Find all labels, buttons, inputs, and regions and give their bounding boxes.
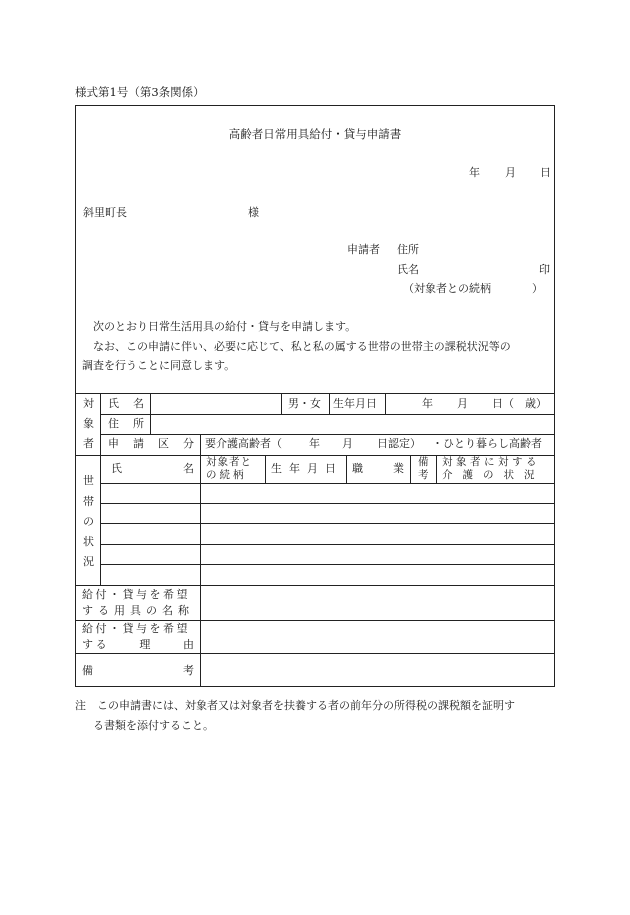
- household-side-char: の: [83, 515, 94, 528]
- date-month: 月: [505, 166, 516, 179]
- care-certified: 日認定）: [377, 437, 421, 450]
- label-char: 氏: [111, 462, 122, 475]
- reason-label-line-2: [82, 639, 194, 650]
- declaration-line-3: 調査を行うことに同意します。: [82, 359, 236, 372]
- label-char: 理: [139, 638, 151, 651]
- addressee-name: 斜里町長: [83, 206, 127, 219]
- label-char: 区: [158, 437, 169, 450]
- date-year: 年: [469, 166, 480, 179]
- living-alone-option: ・ひとり暮らし高齢者: [432, 437, 542, 450]
- label-char: 業: [393, 462, 404, 475]
- subject-side-char: 者: [83, 437, 94, 450]
- items-label-line-2: する用具の名称: [82, 604, 194, 617]
- remarks-label: [82, 665, 194, 676]
- label-char: 考: [183, 664, 194, 677]
- label-char: 職: [352, 462, 363, 475]
- form-title: 高齢者日常用具給付・貸与申請書: [228, 127, 402, 141]
- label-char: 所: [133, 417, 144, 430]
- footnote-line-2: る書類を添付すること。: [93, 719, 214, 732]
- household-side-char: 世: [83, 474, 94, 487]
- household-side-char: 帯: [83, 495, 94, 508]
- label-char: る: [95, 638, 107, 651]
- age: 歳）: [525, 397, 547, 410]
- declaration-line-1: 次のとおり日常生活用具の給付・貸与を申請します。: [93, 320, 357, 333]
- birth-date-label: 生年月日: [333, 397, 377, 410]
- birth-month: 月: [457, 397, 468, 410]
- household-note-header-line-1: 備: [418, 456, 429, 468]
- care-month: 月: [342, 437, 353, 450]
- relation-label: （対象者との続柄: [403, 282, 491, 295]
- care-status-header-line-2: 介護の状況: [442, 469, 545, 481]
- subject-name-label: [108, 398, 144, 409]
- birth-day: 日（: [492, 397, 514, 410]
- household-birth-header: 生年月日: [271, 462, 343, 475]
- household-note-header-line-2: 考: [418, 469, 429, 481]
- subject-side-char: 対: [83, 397, 94, 410]
- sex-options: 男・女: [288, 397, 321, 410]
- reason-label-line-1: 給付・貸与を希望: [82, 622, 190, 635]
- date-day: 日: [540, 166, 551, 179]
- label-char: 由: [182, 638, 194, 651]
- label-char: 名: [133, 397, 144, 410]
- care-status-header-line-1: 対象者に対する: [442, 456, 540, 468]
- label-char: 名: [183, 462, 194, 475]
- footnote-line-1: 注 この申請書には、対象者又は対象者を扶養する者の前年分の所得税の課税額を証明す: [75, 699, 515, 712]
- relation-header-line-2: の続柄: [206, 469, 247, 481]
- label-char: 分: [183, 437, 194, 450]
- form-number: 様式第1号（第3条関係）: [75, 85, 205, 99]
- birth-year: 年: [422, 397, 433, 410]
- household-side-char: 状: [83, 535, 94, 548]
- label-char: 申: [108, 437, 119, 450]
- household-side-char: 況: [83, 555, 94, 568]
- household-name-header: [111, 463, 194, 474]
- applicant-address-label: 住所: [397, 243, 419, 256]
- relation-close: ）: [532, 282, 543, 295]
- care-prefix: 要介護高齢者（: [205, 437, 282, 450]
- subject-side-char: 象: [83, 417, 94, 430]
- label-char: す: [82, 638, 93, 651]
- application-category-label: [108, 438, 194, 449]
- addressee-honorific: 様: [248, 206, 259, 219]
- seal-mark: 印: [539, 263, 550, 276]
- care-year: 年: [309, 437, 320, 450]
- subject-address-label: [108, 418, 144, 429]
- items-label-line-1: 給付・貸与を希望: [82, 588, 190, 601]
- applicant-label: 申請者: [347, 243, 380, 256]
- label-char: 備: [82, 664, 93, 677]
- household-job-header: [352, 463, 404, 474]
- label-char: 請: [133, 437, 144, 450]
- label-char: 氏: [108, 397, 119, 410]
- relation-header-line-1: 対象者と: [206, 456, 252, 468]
- applicant-name-label: 氏名: [397, 263, 419, 276]
- label-char: 住: [108, 417, 119, 430]
- declaration-line-2: なお、この申請に伴い、必要に応じて、私と私の属する世帯の世帯主の課税状況等の: [93, 340, 511, 353]
